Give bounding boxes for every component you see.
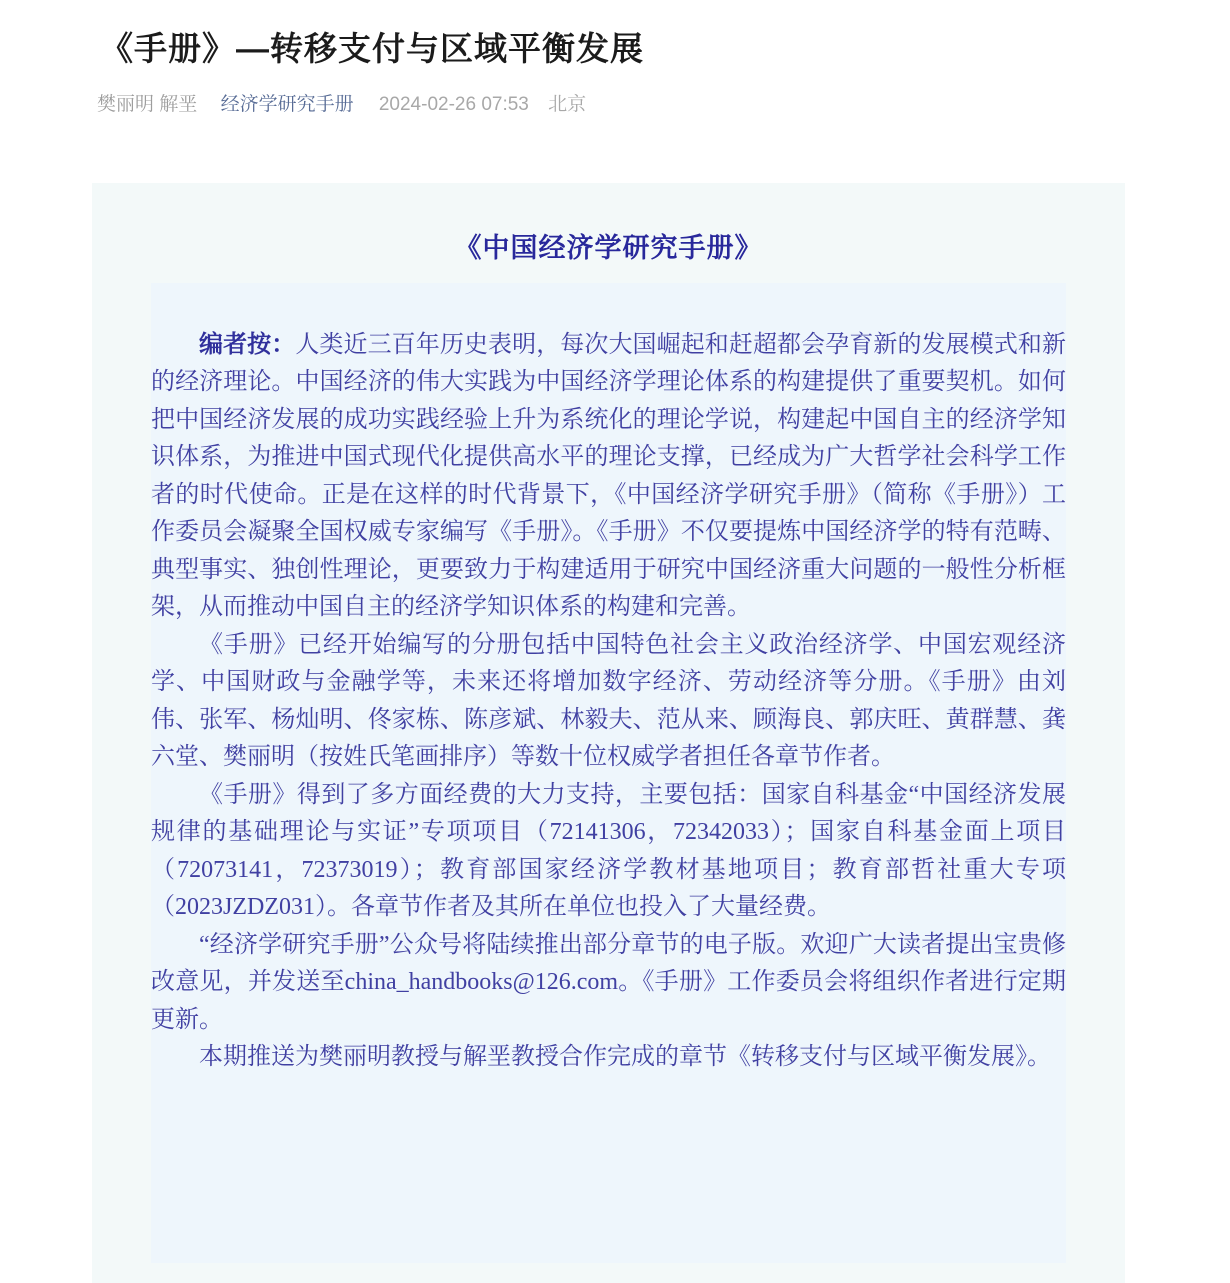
handbook-title: 《中国经济学研究手册》 xyxy=(454,232,763,263)
content-card xyxy=(92,183,1125,1283)
account-link[interactable]: 经济学研究手册 xyxy=(220,93,354,115)
paragraph-current-issue: 本期推送为樊丽明教授与解垩教授合作完成的章节《转移支付与区域平衡发展》。 xyxy=(199,1044,1051,1071)
paragraph-volumes-authors: 《手册》已经开始编写的分册包括中国特色社会主义政治经济学、中国宏观经济学、中国财政与金融学等，未来还将增加数字经济、劳动经济等分册。《手册》由刘伟、张军、杨灿明、佟家栋、陈彦斌、林毅夫、范从来、顾海良、郭庆旺、黄群慧、龚六堂、樊丽明（按姓氏笔画排序）等数十位权威学者担任各章节作者。 xyxy=(151,631,1066,771)
author-names: 樊丽明 解垩 xyxy=(97,93,198,115)
paragraph-funding: 《手册》得到了多方面经费的大力支持，主要包括：国家自科基金“中国经济发展规律的基础理论与实证”专项项目（72141306，72342033）；国家自科基金面上项目（72073141，72373019）；教育部国家经济学教材基地项目；教育部哲社重大专项（2023JZDZ031）。各章节作者及其所在单位也投入了大量经费。 xyxy=(151,781,1066,921)
publish-datetime: 2024-02-26 07:53 xyxy=(378,93,529,115)
article-title: 《手册》—转移支付与区域平衡发展 xyxy=(100,30,644,67)
publish-location: 北京 xyxy=(548,93,587,115)
byline xyxy=(97,94,1130,117)
article-body-panel xyxy=(151,283,1066,1263)
editor-note-text: 人类近三百年历史表明，每次大国崛起和赶超都会孕育新的发展模式和新的经济理论。中国经济的伟大实践为中国经济学理论体系的构建提供了重要契机。如何把中国经济发展的成功实践经验上升为系统化的理论学说，构建起中国自主的经济学知识体系，为推进中国式现代化提供高水平的理论支撑，已经成为广大哲学社会科学工作者的时代使命。正是在这样的时代背景下，《中国经济学研究手册》（简称《手册》）工作委员会凝聚全国权威专家编写《手册》。《手册》不仅要提炼中国经济学的特有范畴、典型事实、独创性理论，更要致力于构建适用于研究中国经济重大问题的一般性分析框架，从而推动中国自主的经济学知识体系的构建和完善。 xyxy=(151,331,1066,621)
editor-note-label: 编者按： xyxy=(199,331,296,358)
paragraph-subscription-info: “经济学研究手册”公众号将陆续推出部分章节的电子版。欢迎广大读者提出宝贵修改意见，并发送至china_handbooks@126.com。《手册》工作委员会将组织作者进行定期更新。 xyxy=(151,931,1066,1033)
paragraph-editor-note xyxy=(151,327,1066,627)
